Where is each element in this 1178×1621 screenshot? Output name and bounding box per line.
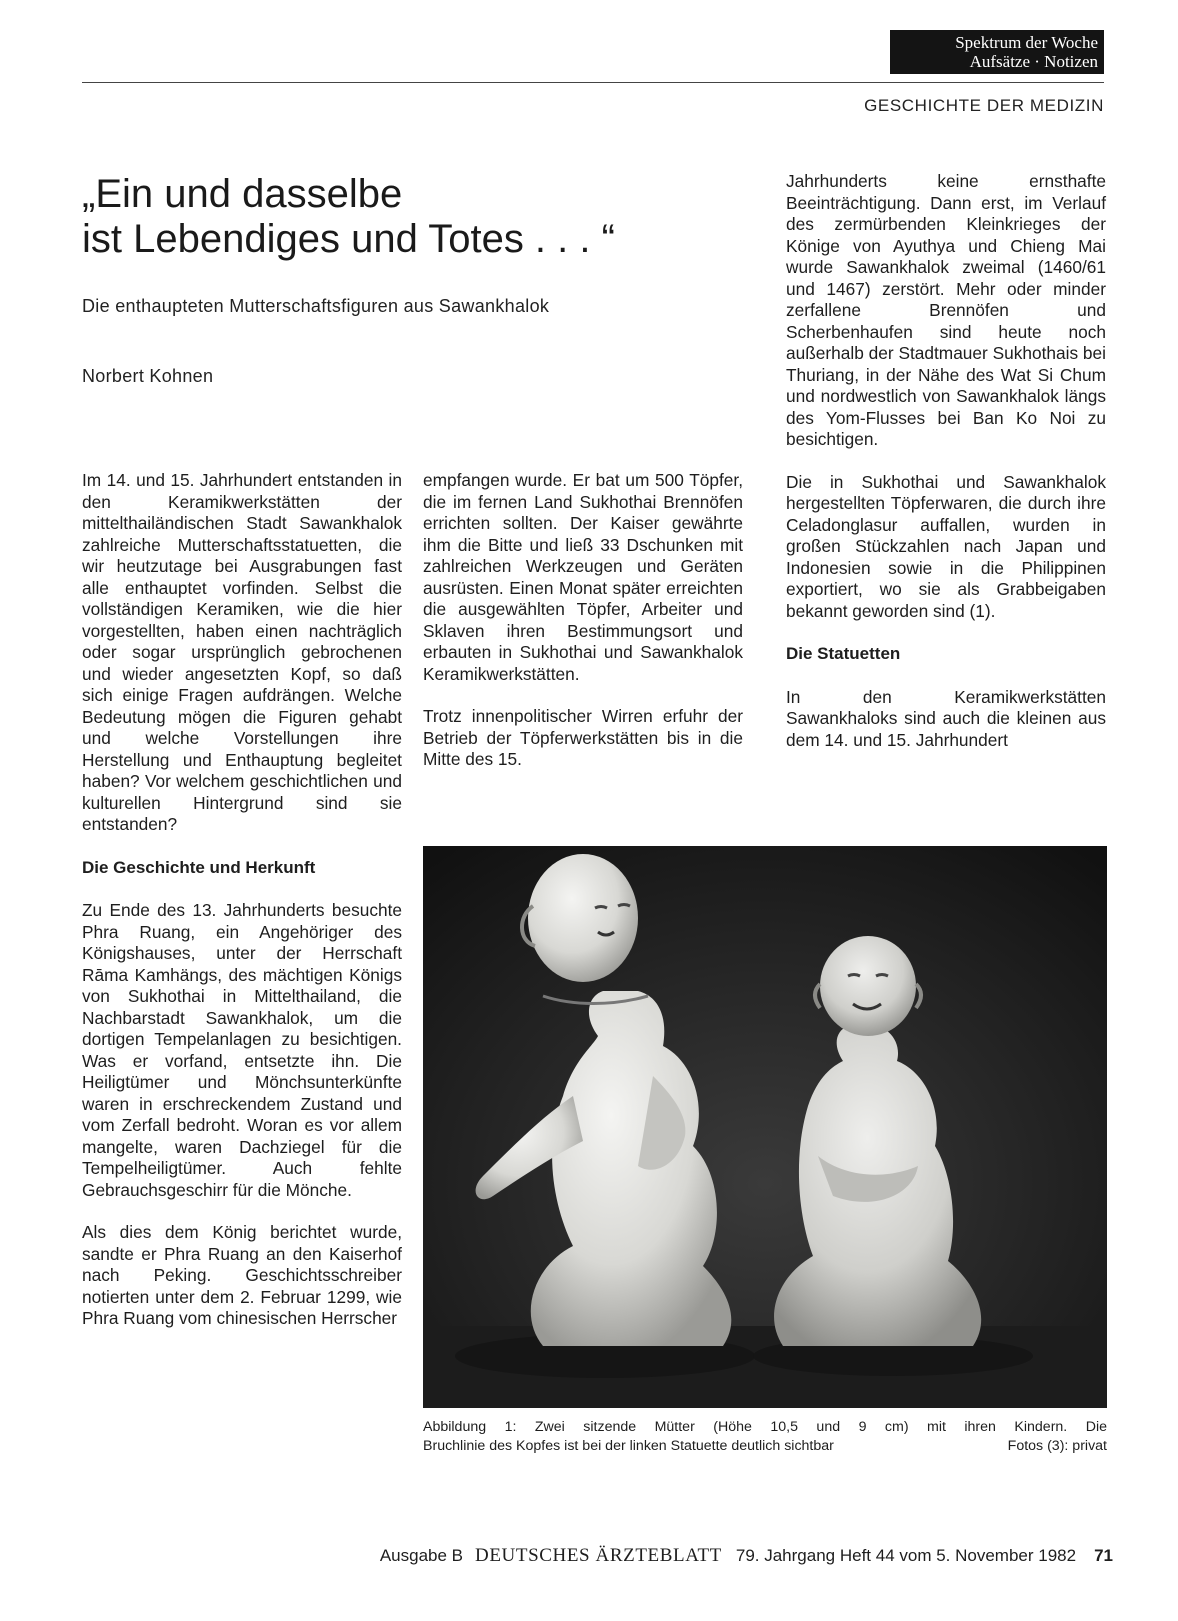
section-label-line1: Spektrum der Woche bbox=[955, 33, 1098, 52]
article-subtitle: Die enthaupteten Mutterschaftsfiguren aus Sawankhalok bbox=[82, 296, 550, 316]
section-heading: Die Statuetten bbox=[786, 644, 901, 663]
paragraph: In den Keramikwerkstätten Sawankhaloks sind auch die kleinen aus dem 14. und 15. Jahrhundert bbox=[786, 686, 1106, 750]
column-3 bbox=[786, 171, 1106, 772]
footer-edition: Ausgabe B bbox=[379, 1546, 464, 1565]
statuettes-photo bbox=[423, 846, 1107, 1408]
paragraph: Jahrhunderts keine ernsthafte Beeinträchtigung. Dann erst, im Verlauf des zermürbenden Kleinkrieges der Könige von Ayuthya und Chieng Mai wurde Sawankhalok zweimal (1460/61 und 1467) zerstört. Mehr oder minder zerfallene Brennöfen und Scherbenhaufen sind heute noch außerhalb der Stadtmauer Sukhothais bei Thuriang, in der Nähe des Wat Si Chum und nordwestlich von Sawankhalok längs des Yom-Flusses bei Ban Ko Noi zu besichtigen. bbox=[786, 171, 1106, 449]
paragraph: Trotz innenpolitischer Wirren erfuhr der Betrieb der Töpferwerkstätten bis in die Mitte des 15. bbox=[423, 706, 743, 769]
paragraph: Als dies dem König berichtet wurde, sandte er Phra Ruang an den Kaiserhof nach Peking. Geschichtsschreiber notierten unter dem 2. Februar 1299, wie Phra Ruang vom chinesischen Herrscher bbox=[82, 1222, 402, 1328]
rubric: GESCHICHTE DER MEDIZIN bbox=[864, 96, 1104, 115]
page-footer bbox=[0, 1545, 1113, 1567]
section-heading: Die Geschichte und Herkunft bbox=[82, 857, 316, 877]
figure-caption bbox=[423, 1418, 1107, 1455]
section-label-line2: Aufsätze · Notizen bbox=[969, 52, 1098, 71]
caption-line2-text: Bruchlinie des Kopfes ist bei der linken Statuette deutlich sichtbar bbox=[423, 1437, 834, 1454]
caption-line1: Abbildung 1: Zwei sitzende Mütter (Höhe 10,5 und 9 cm) mit ihren Kindern. Die bbox=[423, 1419, 1107, 1435]
article-title bbox=[82, 172, 682, 262]
caption-line2 bbox=[423, 1437, 1107, 1456]
footer-journal: DEUTSCHES ÄRZTEBLATT bbox=[475, 1545, 722, 1566]
article-author: Norbert Kohnen bbox=[82, 366, 214, 386]
paragraph: empfangen wurde. Er bat um 500 Töpfer, die im fernen Land Sukhothai Brennöfen errichten sollten. Der Kaiser gewährte ihm die Bitte und ließ 33 Dschunken mit zahlreichen Werkzeugen und Geräten ausrüsten. Einen Monat später erreichten die ausgewählten Töpfer, Arbeiter und Sklaven ihren Bestimmungsort und erbauten in Sukhothai und Sawankhalok Keramikwerkstätten. bbox=[423, 470, 743, 684]
section-label bbox=[890, 30, 1104, 74]
paragraph: Im 14. und 15. Jahrhundert entstanden in den Keramikwerkstätten der mittelthailändischen Stadt Sawankhalok zahlreiche Mutterschaftsstatuetten, die wir heutzutage bei Ausgrabungen fast alle enthauptet vorfinden. Selbst die vollständigen Keramiken, wie die hier vorgestellten, haben einen nachträglich oder sogar ursprünglich gebrochenen und wieder angesetzten Kopf, so daß sich einige Fragen aufdrängen. Welche Bedeutung mögen die Figuren gehabt und welche Vorstellungen ihre Herstellung und Enthauptung begleitet haben? Vor welchem geschichtlichen und kulturellen Hintergrund sind sie entstanden? bbox=[82, 470, 402, 834]
column-2 bbox=[423, 470, 743, 792]
photo-credit: Fotos (3): privat bbox=[1007, 1437, 1107, 1454]
column-1 bbox=[82, 470, 402, 1351]
paragraph: Zu Ende des 13. Jahrhunderts besuchte Phra Ruang, ein Angehöriger des Königshauses, unter der Herrschaft Rāma Kamhängs, des mächtigen Königs von Sukhothai in Mittelthailand, die Nachbarstadt Sawankhalok, um die dortigen Tempelanlagen zu besichtigen. Was er vorfand, entsetzte ihn. Die Heiligtümer und Mönchsunterkünfte waren in erschreckendem Zustand und vom Zerfall bedroht. Woran es vor allem mangelte, waren Dachziegel für die Tempelheiligtümer. Auch fehlte Gebrauchsgeschirr für die Mönche. bbox=[82, 900, 402, 1200]
article-title-line2: ist Lebendiges und Totes . . . “ bbox=[82, 217, 615, 261]
article-title-line1: „Ein und dasselbe bbox=[82, 172, 403, 216]
header-rule bbox=[82, 82, 1104, 83]
footer-issue: 79. Jahrgang Heft 44 vom 5. November 1982 bbox=[735, 1546, 1077, 1565]
page-number: 71 bbox=[1094, 1546, 1113, 1565]
paragraph: Die in Sukhothai und Sawankhalok hergestellten Töpferwaren, die durch ihre Celadonglasur auffallen, wurden in großen Stückzahlen nach Japan und Indonesien sowie in die Philippinen exportiert, wo sie als Grabbeigaben bekannt geworden sind (1). bbox=[786, 471, 1106, 621]
